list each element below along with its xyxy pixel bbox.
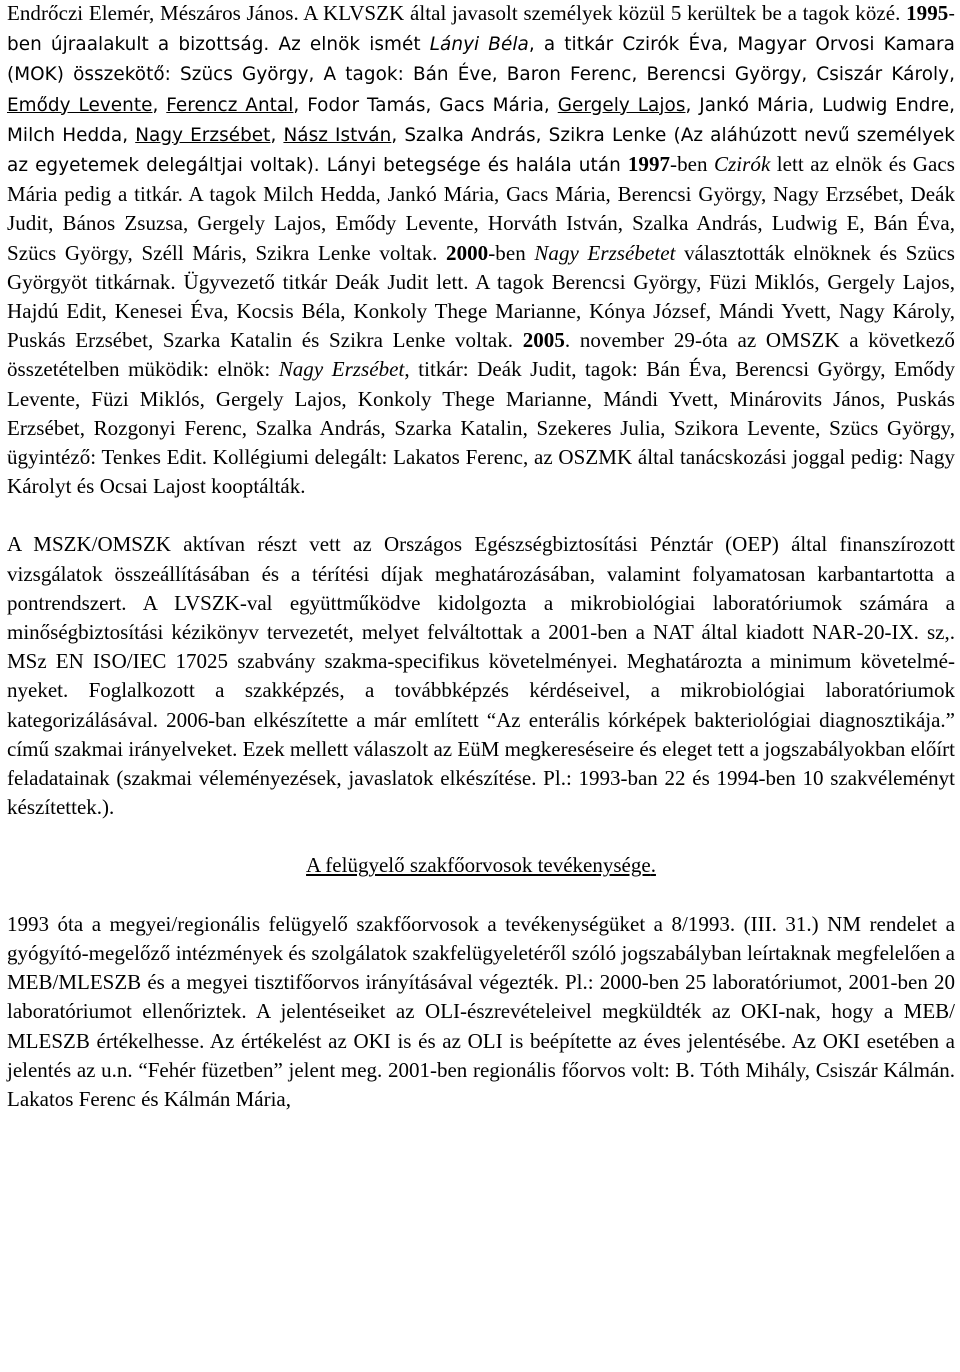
document-page: [7, 0, 955, 1114]
section-heading-period: .: [650, 853, 656, 878]
delegate-name: Nagy Erzsébet: [135, 124, 271, 146]
text-run: lett az elnök és Gacs Mária pedig a titkár. A tagok Milch Hedda, Jankó Mária, Gacs Mária, Berencsi György, Nagy Erzsébet, Deák Judit, Bános Zsuzsa, Gergely Lajos, Emődy Levente, Horváth István, Szalka András, Ludwig E, Bán Éva, Szücs György, Széll Máris, Szikra Lenke voltak.: [7, 152, 955, 265]
text-run: -ben újraalakult a bizottság. Az elnök ismét: [7, 4, 955, 56]
text-run: Endrőczi Elemér, Mészáros János. A KLVSZK által javasolt személyek közül 5 kerültek be a tagok közé.: [7, 1, 907, 25]
text-run: ,: [270, 124, 284, 146]
delegate-name: Gergely Lajos: [557, 94, 686, 116]
text-run: választották elnöknek és Szücs Györgyöt titkárnak. Ügyvezető titkár Deák Judit lett. A tagok Berencsi György, Füzi Miklós, Gergely Lajos, Hajdú Edit, Kenesei Éva, Kocsis Béla, Konkoly Thege Marianne, Kónya József, Mándi Yvett, Nagy Károly, Puskás Erzsébet, Szarka Katalin és Szikra Lenke voltak.: [7, 240, 955, 353]
president-name: Lányi Béla: [429, 34, 529, 56]
year-1995: 1995: [906, 1, 949, 25]
delegate-name: Nász István: [283, 124, 392, 146]
text-run: ,: [152, 94, 167, 116]
text-run: , a titkár Czirók Éva, Magyar Orvosi Kamara (MOK) összekötő: Szücs György, A tagok: Bán Éve, Baron Ferenc, Berencsi György, Csiszár Károly,: [7, 34, 955, 86]
committee-history-paragraph: [7, 0, 955, 501]
delegate-name: Ferencz Antal: [166, 94, 294, 116]
president-name: Nagy Erzsébet: [278, 357, 405, 382]
year-1997: 1997: [627, 152, 671, 177]
president-name: Czirók: [714, 152, 771, 177]
year-2005: 2005: [522, 328, 565, 353]
text-run: , Szalka András, Szikra Lenke (Az aláhúzott nevű személyek az egyetemek delegáltjai voltak). Lányi betegsége és halála után: [7, 124, 955, 177]
text-run: -ben: [670, 152, 715, 177]
year-2000: 2000: [446, 240, 489, 265]
section-heading-text: A felügyelő szakfőorvosok tevékenysége: [306, 853, 651, 878]
text-run: . november 29-óta az OMSZK a következő összetételben müködik: elnök:: [7, 328, 955, 382]
president-name: Nagy Erzsébetet: [534, 240, 676, 265]
activities-paragraph: A MSZK/OMSZK aktívan részt vett az Országos Egészségbiztosítási Pénztár (OEP) által finanszírozott vizsgálatok összeállításában és a térítési díjak meghatározásában, valamint folyamatosan karbantartotta a pontrendszert. A LVSZK-val együttműködve kidolgozta a mikrobiológiai laboratóriumok számára a minőségbiztosítási kézikönyv tervezetét, melyet felváltottak a 2001-ben a NAT által kiadott NAR-20-IX. sz,. MSz EN ISO/IEC 17025 szabvány szakma-specifikus követelményei. Meghatározta a minimum követelményeket. Foglalkozott a szakképzés, a továbbképzés kérdéseivel, a mikrobiológiai laboratóriumok kategorizálásával. 2006-ban elkészítette a már említett “Az enterális kórképek bakteriológiai diagnosztikája.” című szakmai irányelveket. Ezek mellett válaszolt az EüM megkereséseire és eleget tett a jogszabályokban előírt feladatainak (szakmai véleményezések, javaslatok elkészítése. Pl.: 1993-ban 22 és 1994-ben 10 szakvéleményt készítettek.).: [7, 532, 955, 820]
text-run: , Jankó Mária, Ludwig Endre, Milch Hedda,: [7, 94, 955, 146]
delegate-name: Emődy Levente: [7, 94, 153, 116]
text-run: -ben: [488, 240, 535, 265]
supervision-paragraph: 1993 óta a megyei/regionális felügyelő szakfőorvosok a tevékenységüket a 8/1993. (III. 31.) NM rendelet a gyógyító-megelőző intézmények és szolgálatok szakfelügyeletéről szóló jogszabályban leírtaknak megfelelően a MEB/MLESZB és a megyei tisztifőorvos irányításával végezték. Pl.: 2000-ben 25 laboratóriumot, 2001-ben 20 laboratóriumot ellenőriztek. A jelentéseiket az OLI-észrevételeivel megküldték az OKI-nak, hogy a MEB/ MLESZB értékelhesse. Az értékelést az OKI is és az OLI is beépítette az éves jelentésébe. Az OKI esetében a jelentés az u.n. “Fehér füzetben” jelent meg. 2001-ben regionális főorvos volt: B. Tóth Mihály, Csiszár Kálmán. Lakatos Ferenc és Kálmán Mária,: [7, 911, 955, 1111]
text-run: , titkár: Deák Judit, tagok: Bán Éva, Berencsi György, Emődy Levente, Füzi Miklós, Gergely Lajos, Konkoly Thege Marianne, Mándi Yvett, Minárovits János, Puskás Erzsébet, Rozgonyi Ferenc, Szalka András, Szarka Katalin, Szekeres Julia, Szikora Levente, Szücs György, ügyintéző: Tenkes Edit. Kollégiumi delegált: Lakatos Ferenc, az OSZMK által tanácskozási joggal pedig: Nagy Károlyt és Ocsai Lajost kooptálták.: [7, 357, 955, 499]
text-run: , Fodor Tamás, Gacs Mária,: [293, 94, 558, 116]
section-heading: [7, 851, 955, 880]
